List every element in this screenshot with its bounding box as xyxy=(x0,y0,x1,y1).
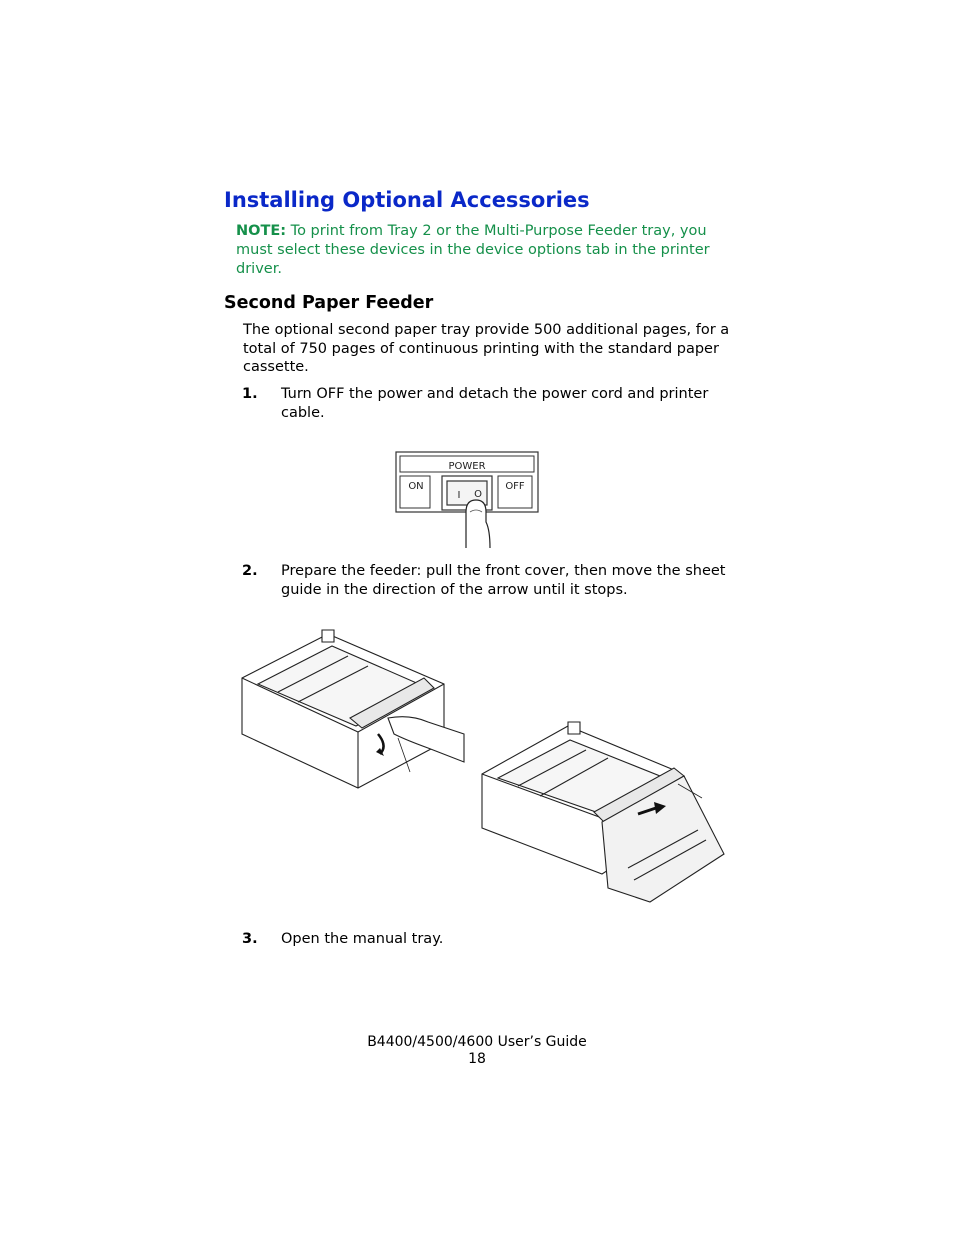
switch-off-glyph: O xyxy=(474,489,482,500)
feeder-latch xyxy=(568,722,580,734)
note-block xyxy=(236,222,736,279)
step-number: 1. xyxy=(242,386,258,402)
power-switch-illustration xyxy=(394,450,540,550)
off-label: OFF xyxy=(505,481,525,492)
step-number: 2. xyxy=(242,563,258,579)
feeder-illustration-sheet-guide xyxy=(478,718,728,908)
step-number: 3. xyxy=(242,931,258,947)
power-title: POWER xyxy=(448,461,486,472)
footer-guide-title: B4400/4500/4600 User’s Guide xyxy=(367,1034,587,1050)
section-title: Second Paper Feeder xyxy=(224,293,434,313)
note-text: To print from Tray 2 or the Multi-Purpose Feeder tray, you must select these devices in the device options tab in the printer driver. xyxy=(236,223,710,277)
footer xyxy=(0,1034,954,1068)
on-label: ON xyxy=(408,481,424,492)
feeder-illustration-front-cover xyxy=(238,622,470,792)
section-intro: The optional second paper tray provide 500 additional pages, for a total of 750 pages of continuous printing with the standard paper cassette. xyxy=(243,322,730,375)
step-2 xyxy=(242,562,732,602)
step-text: Open the manual tray. xyxy=(281,931,444,947)
feeder-latch xyxy=(322,630,334,642)
step-text: Prepare the feeder: pull the front cover, then move the sheet guide in the direction of the arrow until it stops. xyxy=(281,563,726,598)
step-3 xyxy=(242,930,732,952)
step-text: Turn OFF the power and detach the power cord and printer cable. xyxy=(281,386,709,421)
note-label: NOTE: xyxy=(236,223,287,239)
footer-page-number: 18 xyxy=(468,1051,486,1067)
step-1 xyxy=(242,385,732,425)
switch-on-glyph: I xyxy=(457,490,461,501)
page-title: Installing Optional Accessories xyxy=(224,188,590,212)
